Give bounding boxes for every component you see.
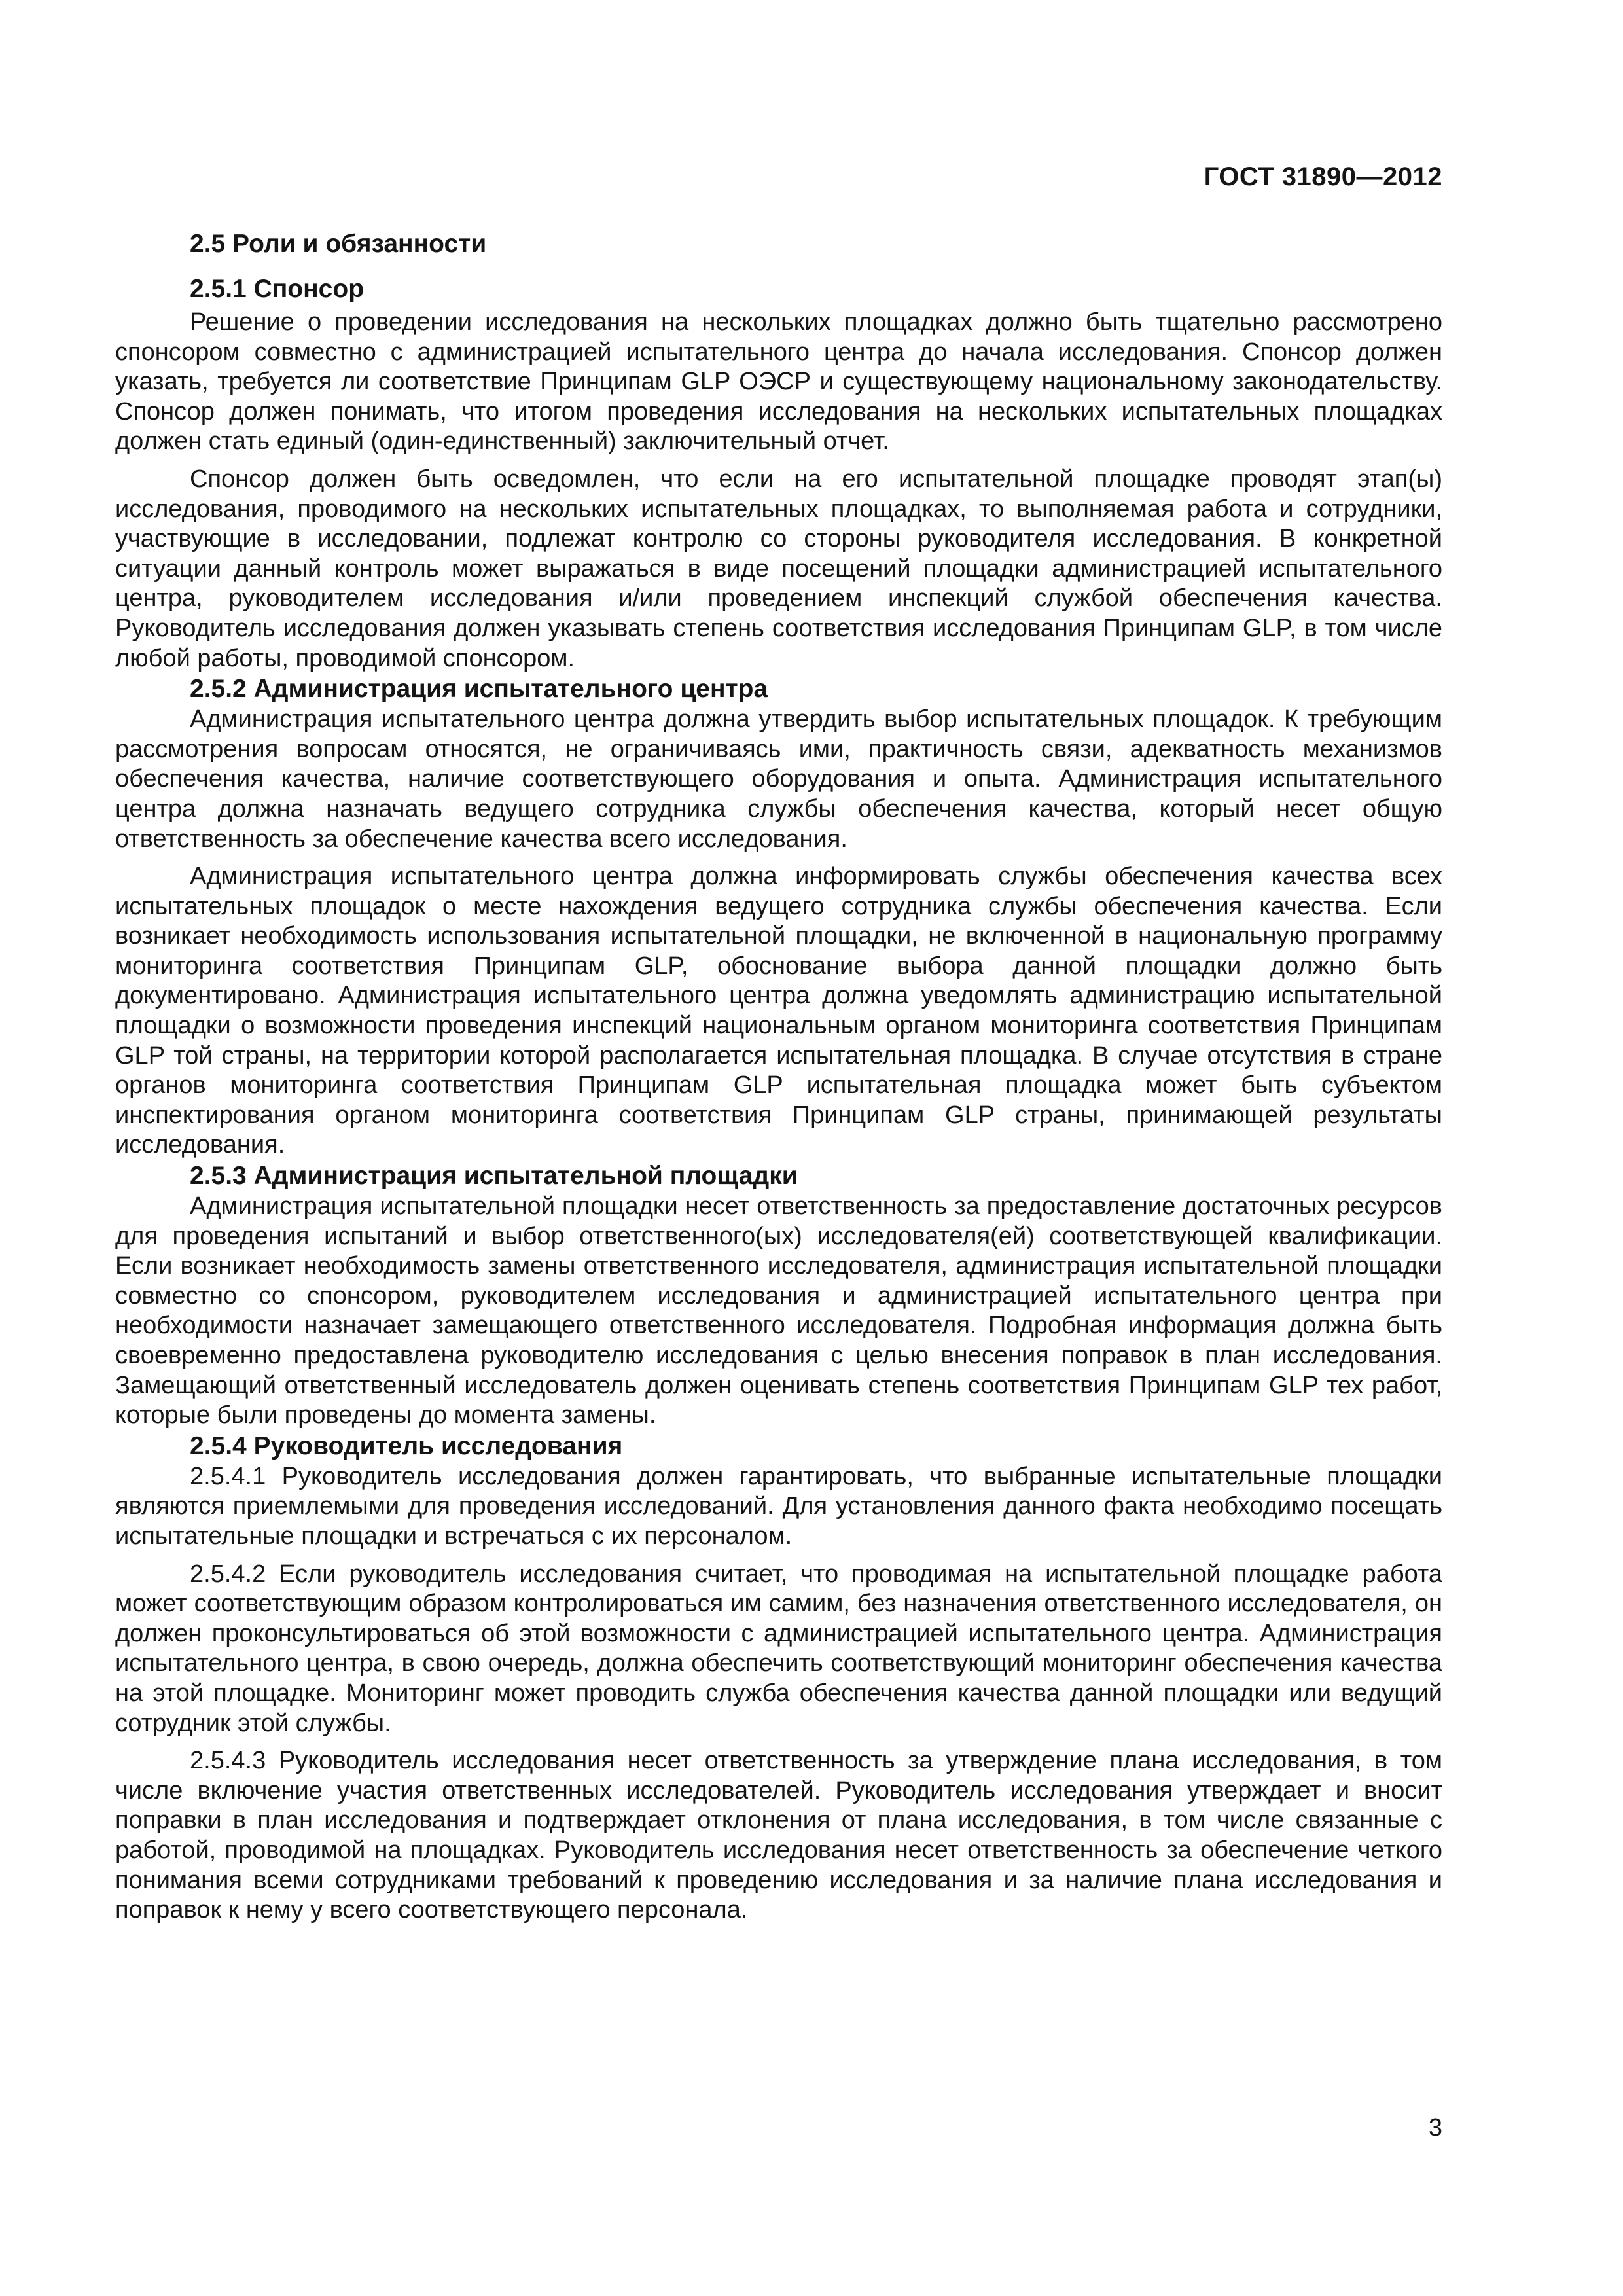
paragraph-2-5-3-a: Администрация испытательной площадки несет ответственность за предоставление достаточных ресурсов для проведения испытаний и выбор ответственного(ых) исследователя(ей) соответствующей квалификации. Если возникает необходимость замены ответственного исследователя, администрация испытательной площадки совместно со спонсором, руководителем исследования и администрацией испытательного центра при необходимости назначает замещающего ответственного исследователя. Подробная информация должна быть своевременно предоставлена руководителю исследования с целью внесения поправок в план исследования. Замещающий ответственный исследователь должен оценивать степень соответствия Принципам GLP тех работ, которые были проведены до момента замены. <box>115 1193 1442 1429</box>
document-body <box>115 228 1442 1926</box>
paragraph-2-5-4-1: 2.5.4.1 Руководитель исследования должен гарантировать, что выбранные испытательные площадки являются приемлемыми для проведения исследований. Для установления данного факта необходимо посещать испытательные площадки и встречаться с их персоналом. <box>115 1462 1442 1550</box>
page-number: 3 <box>1428 2114 1442 2142</box>
paragraph-2-5-4-2: 2.5.4.2 Если руководитель исследования считает, что проводимая на испытательной площадке работа может соответствующим образом контролироваться им самим, без назначения ответственного исследователя, он должен проконсультироваться об этой возможности с администрацией испытательного центра. Администрация испытательного центра, в свою очередь, должна обеспечить соответствующий мониторинг обеспечения качества на этой площадке. Мониторинг может проводить служба обеспечения качества данной площадки или ведущий сотрудник этой службы. <box>115 1560 1442 1737</box>
paragraph-2-5-1-a: Решение о проведении исследования на нескольких площадках должно быть тщательно рассмотрено спонсором совместно с администрацией испытательного центра до начала исследования. Спонсор должен указать, требуется ли соответствие Принципам GLP ОЭСР и существующему национальному законодательству. Спонсор должен понимать, что итогом проведения исследования на нескольких испытательных площадках должен стать единый (один-единственный) заключительный отчет. <box>115 308 1442 456</box>
subsection-heading-2-5-1: 2.5.1 Спонсор <box>190 275 365 303</box>
paragraph-2-5-4-3: 2.5.4.3 Руководитель исследования несет ответственность за утверждение плана исследования, в том числе включение участия ответственных исследователей. Руководитель исследования утверждает и вносит поправки в план исследования и подтверждает отклонения от плана исследования, в том числе связанные с работой, проводимой на площадках. Руководитель исследования несет ответственность за обеспечение четкого понимания всеми сотрудниками требований к проведению исследования и за наличие плана исследования и поправок к нему у всего соответствующего персонала. <box>115 1747 1442 1924</box>
section-heading-2-5: 2.5 Роли и обязанности <box>190 230 487 258</box>
document-code: ГОСТ 31890—2012 <box>1204 162 1442 191</box>
subsection-heading-2-5-2: 2.5.2 Администрация испытательного центра <box>190 675 768 704</box>
subsection-heading-2-5-3: 2.5.3 Администрация испытательной площадки <box>190 1162 798 1191</box>
paragraph-2-5-2-a: Администрация испытательного центра должна утвердить выбор испытательных площадок. К требующим рассмотрения вопросам относятся, не ограничиваясь ими, практичность связи, адекватность механизмов обеспечения качества, наличие соответствующего оборудования и опыта. Администрация испытательного центра должна назначать ведущего сотрудника службы обеспечения качества, который несет общую ответственность за обеспечение качества всего исследования. <box>115 706 1442 853</box>
paragraph-2-5-2-b: Администрация испытательного центра должна информировать службы обеспечения качества всех испытательных площадок о месте нахождения ведущего сотрудника службы обеспечения качества. Если возникает необходимость использования испытательной площадки, не включенной в национальную программу мониторинга соответствия Принципам GLP, обоснование выбора данной площадки должно быть документировано. Администрация испытательного центра должна уведомлять администрацию испытательной площадки о возможности проведения инспекций национальным органом мониторинга соответствия Принципам GLP той страны, на территории которой располагается испытательная площадка. В случае отсутствия в стране органов мониторинга соответствия Принципам GLP испытательная площадка может быть субъектом инспектирования органом мониторинга соответствия Принципам GLP страны, принимающей результаты исследования. <box>115 863 1442 1159</box>
subsection-heading-2-5-4: 2.5.4 Руководитель исследования <box>190 1431 623 1460</box>
paragraph-2-5-1-b: Спонсор должен быть осведомлен, что если на его испытательной площадке проводят этап(ы) исследования, проводимого на нескольких испытательных площадках, то выполняемая работа и сотрудники, участвующие в исследовании, подлежат контролю со стороны руководителя исследования. В конкретной ситуации данный контроль может выражаться в виде посещений площадки администрацией испытательного центра, руководителем исследования и/или проведением инспекций службой обеспечения качества. Руководитель исследования должен указывать степень соответствия исследования Принципам GLP, в том числе любой работы, проводимой спонсором. <box>115 465 1442 672</box>
